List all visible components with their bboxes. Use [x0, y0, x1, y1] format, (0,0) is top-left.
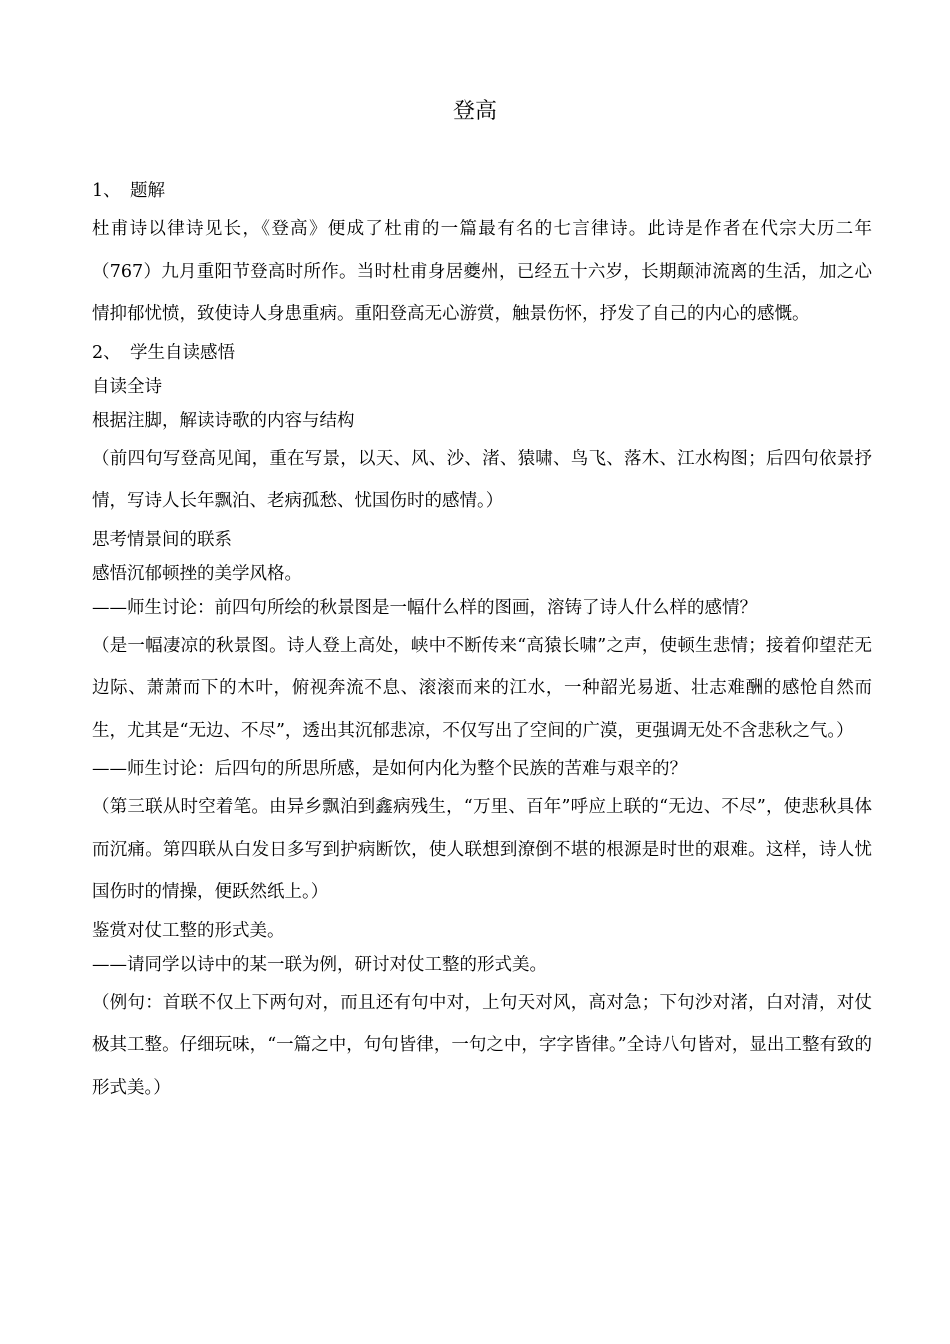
- document-title: 登高: [452, 99, 497, 124]
- feel-style-line: 感悟沉郁顿挫的美学风格。: [92, 563, 302, 584]
- discussion-answer-1: （是一幅凄凉的秋景图。诗人登上高处，峡中不断传来“高猿长啸”之声，使顿生悲情；接着仰望茫无边际、萧萧而下的木叶，俯视奔流不息、滚滚而来的江水，一种韶光易逝、壮志难酬的感怆自然而生，尤其是“无边、不尽”，透出其沉郁悲凉，不仅写出了空间的广漠，更强调无处不含悲秋之气。）: [92, 635, 872, 741]
- read-all-line: 自读全诗: [92, 376, 162, 397]
- interpret-answer: （前四句写登高见闻，重在写景，以天、风、沙、渚、猿啸、鸟飞、落木、江水构图；后四句依景抒情，写诗人长年飘泊、老病孤愁、忧国伤时的感情。）: [92, 448, 872, 511]
- discussion-answer-2: （第三联从时空着笔。由异乡飘泊到鑫病残生，“万里、百年”呼应上联的“无边、不尽”，使悲秋具体而沉痛。第四联从白发日多写到护病断饮，使人联想到潦倒不堪的根源是时世的艰难。这样，诗人忧国伤时的情操，便跃然纸上。）: [92, 797, 872, 902]
- section-heading-text: 学生自读感悟: [130, 342, 235, 363]
- intro-paragraph: 杜甫诗以律诗见长，《登高》便成了杜甫的一篇最有名的七言律诗。此诗是作者在代宗大历二年（767）九月重阳节登高时所作。当时杜甫身居夔州，已经五十六岁，长期颠沛流离的生活，加之心情抑郁忧愤，致使诗人身患重病。重阳登高无心游赏，触景伤怀，抒发了自己的内心的感慨。: [92, 219, 872, 324]
- discussion-answer-3: （例句：首联不仅上下两句对，而且还有句中对，上句天对风，高对急；下句沙对渚，白对清，对仗极其工整。仔细玩味，“一篇之中，句句皆律，一句之中，字字皆律。”全诗八句皆对，显出工整有致的形式美。）: [92, 992, 872, 1098]
- appreciate-line: 鉴赏对仗工整的形式美。: [92, 920, 285, 941]
- document-body: [92, 174, 872, 1109]
- think-line: 思考情景间的联系: [92, 529, 232, 550]
- section-heading-text: 题解: [130, 181, 165, 201]
- section-heading-1: [92, 174, 872, 208]
- section-number: 1、: [92, 181, 121, 201]
- discussion-question-2: ——师生讨论：后四句的所思所感，是如何内化为整个民族的苦难与艰辛的？: [92, 759, 687, 779]
- section-number: 2、: [92, 342, 121, 363]
- discussion-question-1: ——师生讨论：前四句所绘的秋景图是一幅什么样的图画，溶铸了诗人什么样的感情？: [92, 597, 757, 618]
- discussion-question-3: ——请同学以诗中的某一联为例，研讨对仗工整的形式美。: [92, 954, 547, 975]
- interpret-line: 根据注脚，解读诗歌的内容与结构: [92, 410, 355, 431]
- section-heading-2: [92, 336, 872, 370]
